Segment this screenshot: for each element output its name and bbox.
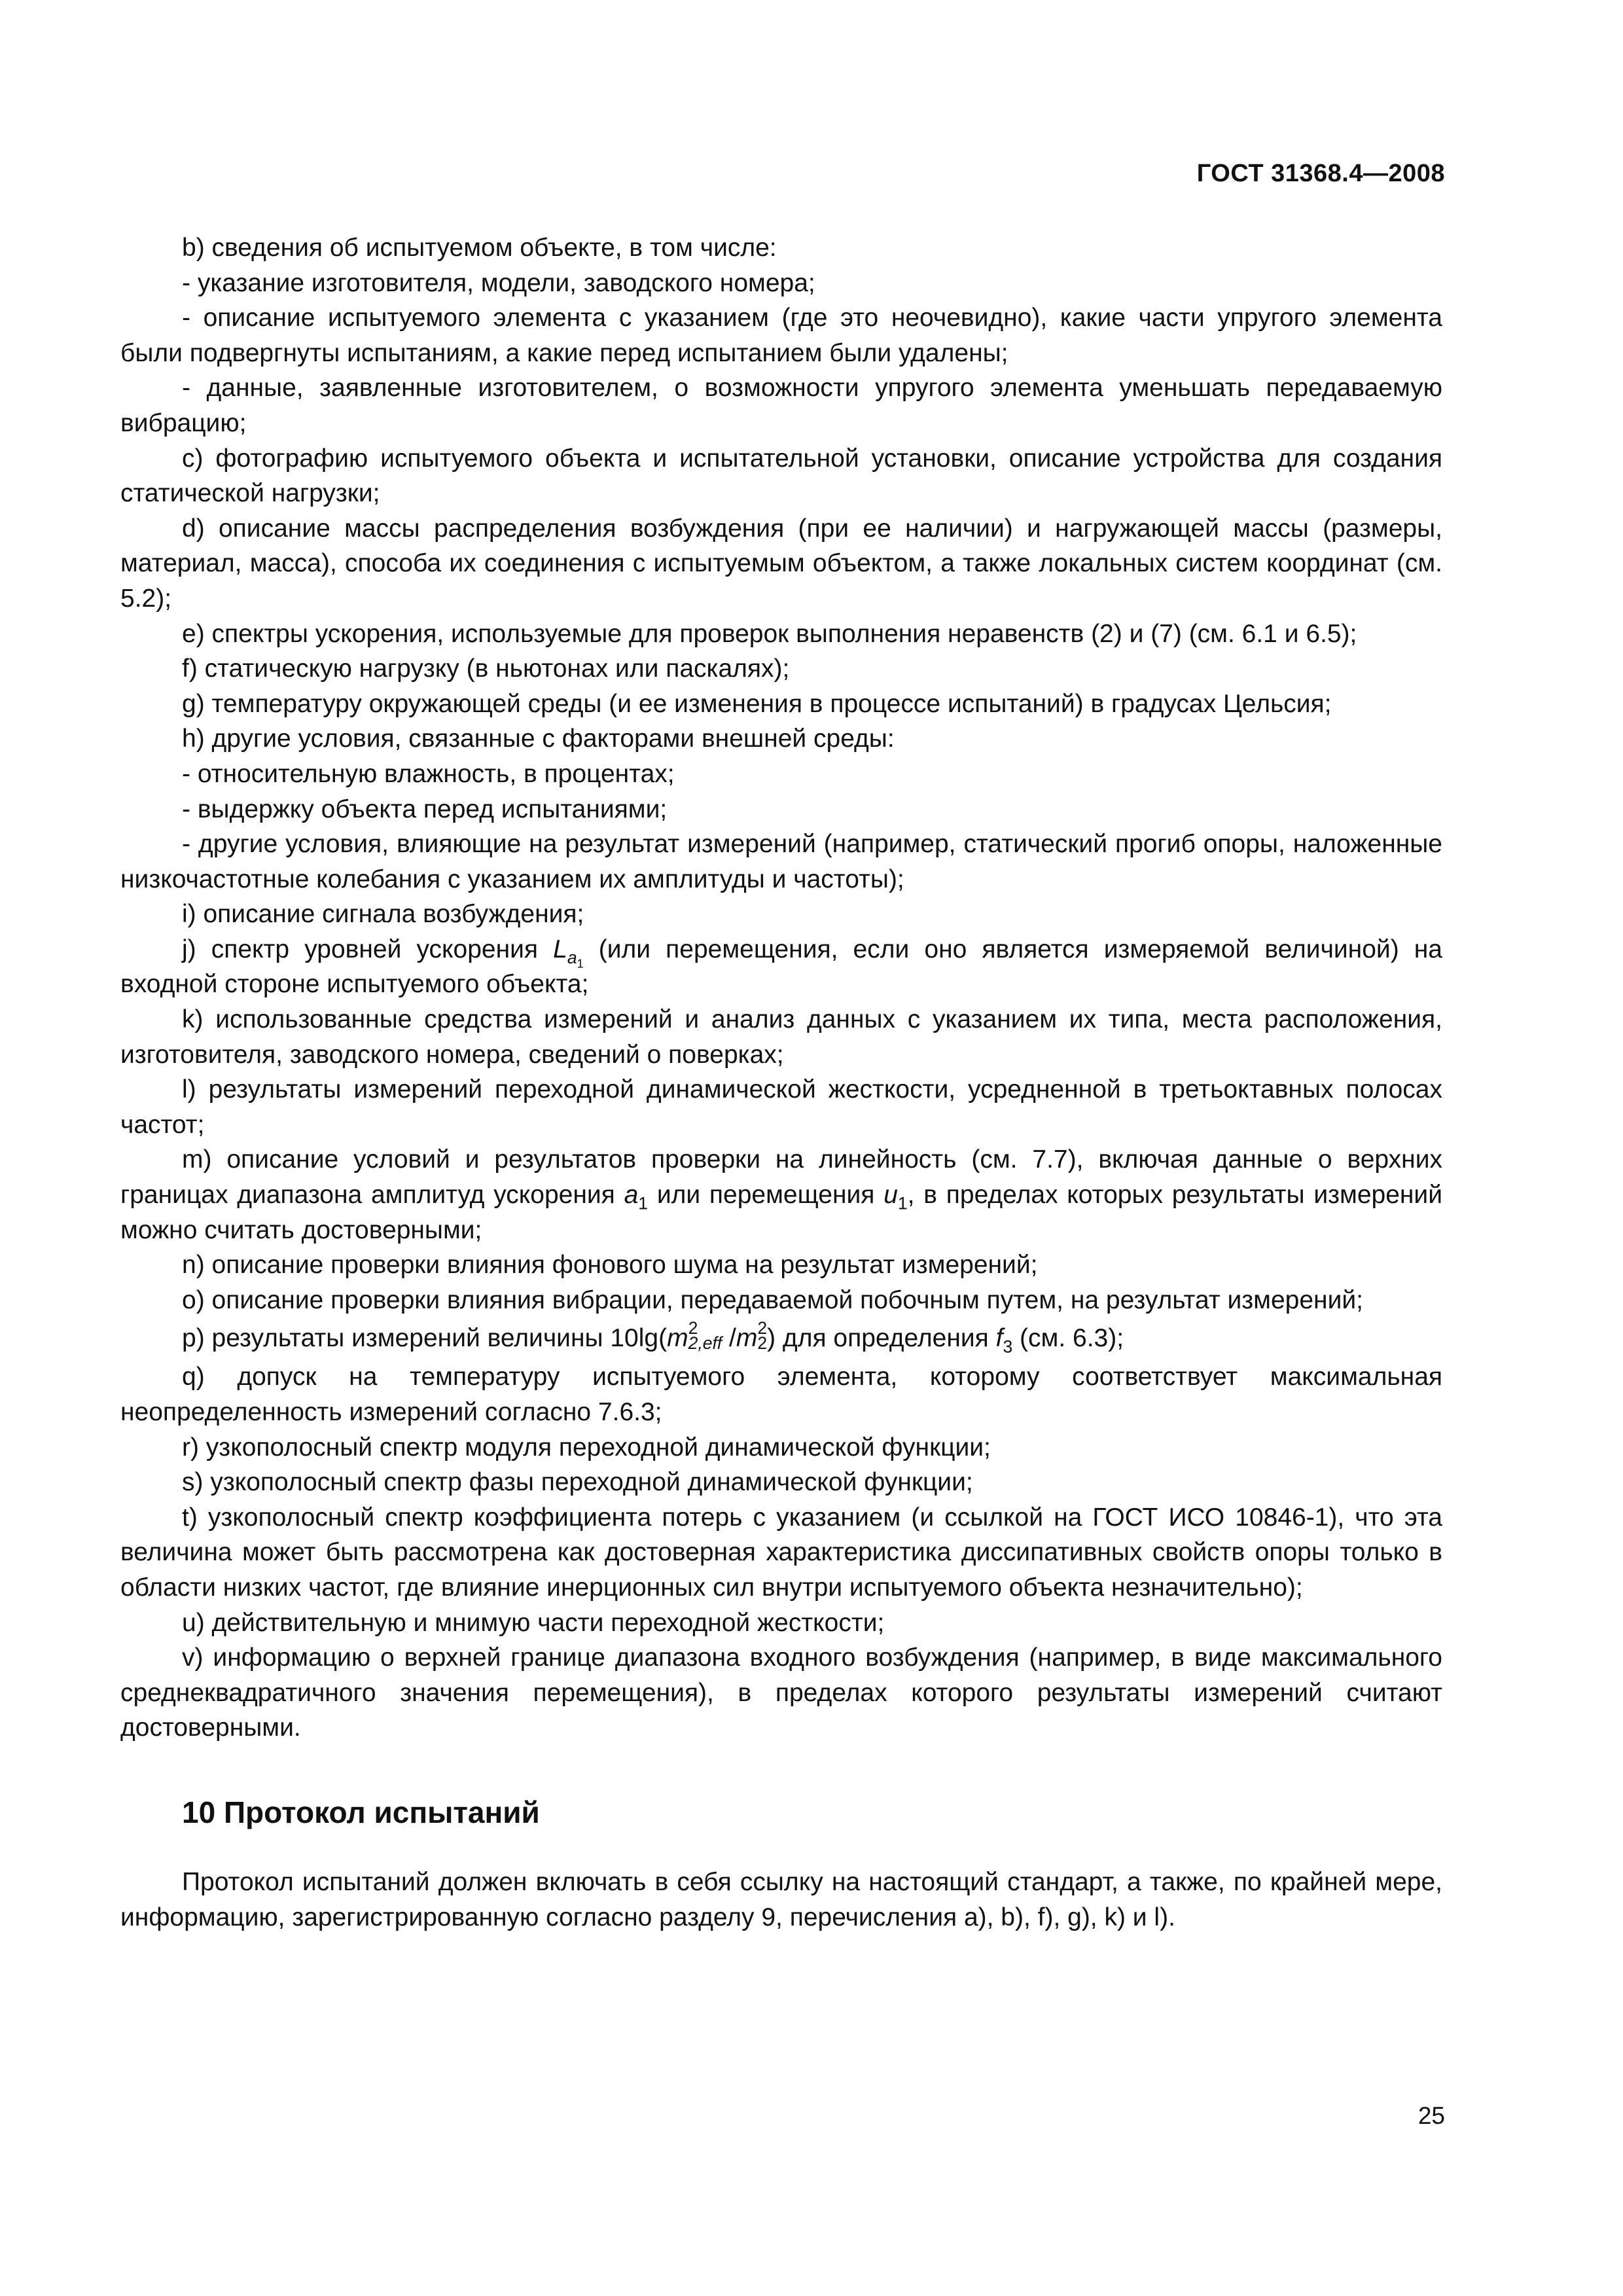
symbol-m2: m [736, 1324, 758, 1353]
symbol-f3-index: 3 [1003, 1336, 1013, 1357]
list-item: v) информацию о верхней границе диапазона входного возбуждения (например, в виде максимального среднеквадратичного значения перемещения), в пределах которого результаты измерений считают достоверными. [120, 1643, 1442, 1742]
symbol-m2-sup: 2 [757, 1318, 768, 1338]
item-p-after: (см. 6.3); [1012, 1324, 1124, 1353]
item-p-slash: / [722, 1324, 736, 1353]
list-item: e) спектры ускорения, используемые для проверок выполнения неравенств (2) и (7) (см. 6.1 и 6.5); [182, 619, 1357, 648]
list-item: g) температуру окружающей среды (и ее изменения в процессе испытаний) в градусах Цельсия; [182, 689, 1332, 718]
list-item: - описание испытуемого элемента с указанием (где это неочевидно), какие части упругого элемента были подвергнуты испытаниям, а какие перед испытанием были удалены; [120, 304, 1442, 367]
list-item-p [120, 1318, 1442, 1359]
list-item: d) описание массы распределения возбуждения (при ее наличии) и нагружающей массы (размеры, материал, масса), способа их соединения с испытуемым объектом, а также локальных систем координат (см. 5.2); [120, 514, 1442, 613]
symbol-a: a [567, 948, 577, 968]
list-item: - другие условия, влияющие на результат измерений (например, статический прогиб опоры, наложенные низкочастотные колебания с указанием их амплитуды и частоты); [120, 830, 1442, 893]
symbol-m-eff: m [667, 1324, 688, 1353]
list-item: u) действительную и мнимую части переходной жесткости; [182, 1608, 885, 1637]
item-m-before: m) описание условий и результатов проверки на линейность (см. 7.7), включая данные о верхних границах диапазона амплитуд ускорения [120, 1145, 1442, 1210]
list-item: o) описание проверки влияния вибрации, передаваемой побочным путем, на результат измерений; [182, 1285, 1363, 1314]
symbol-a-index: 1 [577, 957, 584, 971]
symbol-f3: f [995, 1324, 1003, 1353]
symbol-u1-index: 1 [897, 1193, 908, 1213]
item-m-after: , в пределах которых результаты измерений можно считать достоверными; [120, 1181, 1443, 1244]
list-item: i) описание сигнала возбуждения; [182, 900, 584, 929]
item-p-before: p) результаты измерений величины 10lg( [182, 1324, 668, 1353]
list-item: h) другие условия, связанные с факторами внешней среды: [182, 725, 895, 753]
item-j-after: (или перемещения, если оно является измеряемой величиной) на входной стороне испытуемого объекта; [120, 935, 1442, 999]
symbol-u1: u [883, 1181, 898, 1210]
section-title: 10 Протокол испытаний [182, 1795, 540, 1829]
list-item: t) узкополосный спектр коэффициента потерь с указанием (и ссылкой на ГОСТ ИСО 10846-1), что эта величина может быть рассмотрена как достоверная характеристика диссипативных свойств опоры только в области низких частот, где влияние инерционных сил внутри испытуемого объекта незначительно); [120, 1503, 1442, 1602]
section-paragraph: Протокол испытаний должен включать в себя ссылку на настоящий стандарт, а также, по крайней мере, информацию, зарегистрированную согласно разделу 9, перечисления a), b), f), g), k) и l). [120, 1867, 1442, 1931]
list-item: f) статическую нагрузку (в ньютонах или паскалях); [182, 655, 790, 683]
body-text [120, 230, 1442, 1935]
symbol-m-eff-sup: 2 [688, 1318, 698, 1338]
list-item: - относительную влажность, в процентах; [182, 759, 675, 788]
symbol-L: L [553, 935, 567, 963]
symbol-m2-sub: 2 [757, 1333, 768, 1354]
list-item: n) описание проверки влияния фонового шума на результат измерений; [182, 1251, 1038, 1280]
list-item: c) фотографию испытуемого объекта и испытательной установки, описание устройства для создания статической нагрузки; [120, 444, 1442, 508]
list-item: l) результаты измерений переходной динамической жесткости, усредненной в третьоктавных полосах частот; [120, 1075, 1442, 1139]
standard-header: ГОСТ 31368.4—2008 [1196, 160, 1445, 187]
symbol-a1: a [624, 1181, 639, 1210]
list-item: r) узкополосный спектр модуля переходной динамической функции; [182, 1433, 991, 1462]
list-item: - данные, заявленные изготовителем, о возможности упругого элемента уменьшать передаваемую вибрацию; [120, 374, 1442, 437]
list-item: k) использованные средства измерений и анализ данных с указанием их типа, места расположения, изготовителя, заводского номера, сведений о поверках; [120, 1005, 1442, 1069]
item-m-middle: или перемещения [648, 1181, 884, 1210]
list-item: q) допуск на температуру испытуемого элемента, которому соответствует максимальная неопределенность измерений согласно 7.6.3; [120, 1363, 1442, 1426]
item-j-before: j) спектр уровней ускорения [182, 935, 554, 963]
list-item-j [120, 932, 1442, 1002]
list-item-m [120, 1142, 1442, 1247]
list-item: - выдержку объекта перед испытаниями; [182, 795, 668, 823]
symbol-m-eff-sub: 2,eff [688, 1333, 722, 1354]
symbol-a1-index: 1 [638, 1193, 649, 1213]
list-item: - указание изготовителя, модели, заводского номера; [182, 268, 815, 297]
list-item: s) узкополосный спектр фазы переходной динамической функции; [182, 1468, 973, 1497]
item-p-middle: ) для определения [767, 1324, 996, 1353]
list-item: b) сведения об испытуемом объекте, в том числе: [182, 234, 777, 262]
page-number: 25 [1418, 2102, 1445, 2129]
